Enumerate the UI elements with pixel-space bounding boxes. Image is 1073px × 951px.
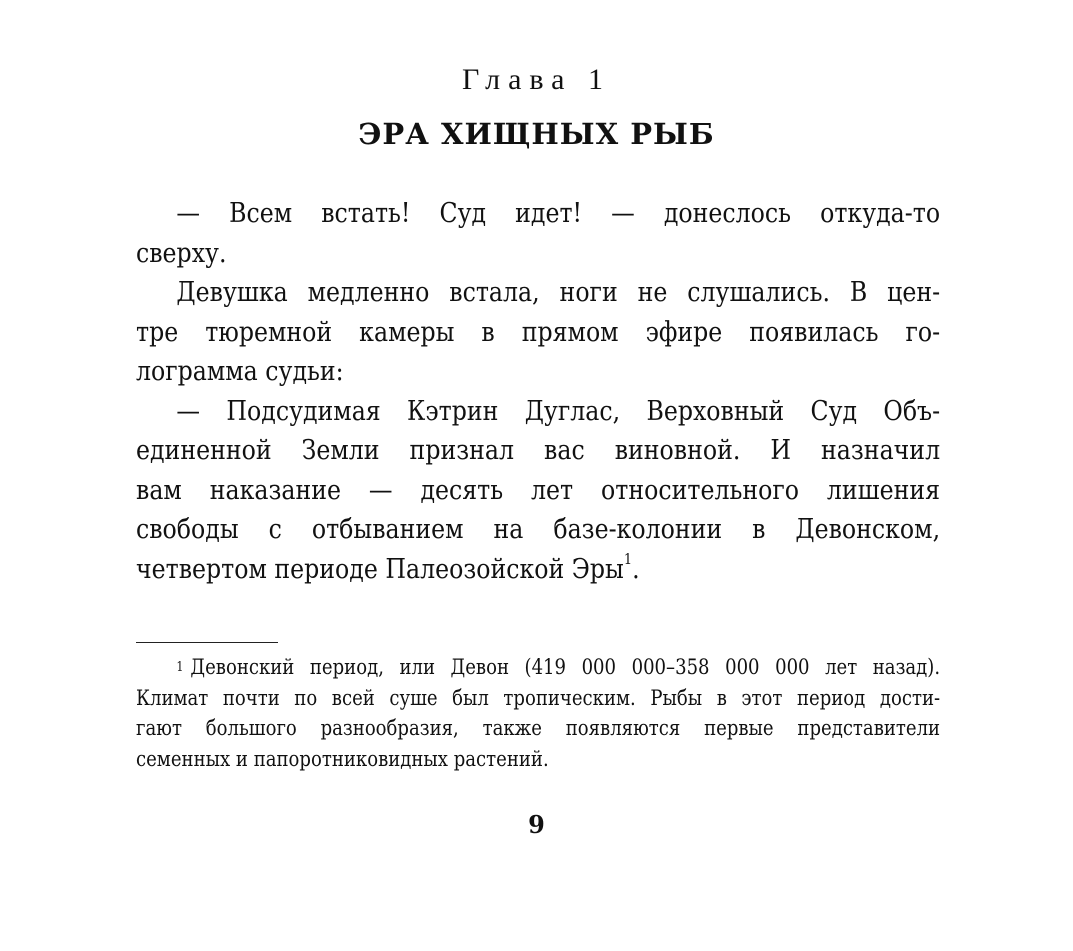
paragraph-line: лограмма судьи: (136, 355, 344, 387)
chapter-label: Глава 1 (462, 63, 611, 96)
paragraph-line: единенной Земли признал вас виновной. И назначил (136, 434, 941, 466)
paragraph-line-final (136, 550, 940, 590)
footnote-mark: 1 (176, 660, 184, 675)
paragraph-line: тре тюремной камеры в прямом эфире появилась го- (136, 315, 941, 348)
footnote (136, 652, 940, 774)
paragraph-line: сверху. (136, 236, 227, 269)
footnote-line-text: Девонский период, или Девон (419 000 000–358 000 000 лет назад). (190, 655, 941, 679)
footnote-line: гают большого разнообразия, также появляются первые представители (136, 716, 941, 740)
footnote-line: семенных и папоротниковидных растений. (136, 746, 549, 771)
footnote-divider (136, 642, 278, 643)
paragraph-line: свободы с отбыванием на базе-колонии в Девонском, (136, 513, 941, 545)
paragraph-line: вам наказание — десять лет относительного лишения (136, 473, 941, 506)
footnote-line: Климат почти по всей суше был тропическим. Рыбы в этот период дости- (136, 685, 941, 710)
page-number: 9 (528, 810, 545, 839)
paragraph-line: — Всем встать! Суд идет! — донеслось откуда-то (176, 197, 941, 229)
final-punctuation: . (632, 552, 640, 585)
paragraph-line: Девушка медленно встала, ноги не слушались. В цен- (176, 276, 941, 308)
footnote-reference[interactable]: 1 (623, 549, 633, 568)
chapter-title: ЭРА ХИЩНЫХ РЫБ (358, 117, 715, 151)
body-text (136, 194, 940, 589)
paragraph-line-text: четвертом периоде Палеозойской Эры (136, 552, 624, 585)
paragraph-line: — Подсудимая Кэтрин Дуглас, Верховный Суд Объ- (176, 394, 941, 427)
footnote-line (136, 652, 940, 683)
